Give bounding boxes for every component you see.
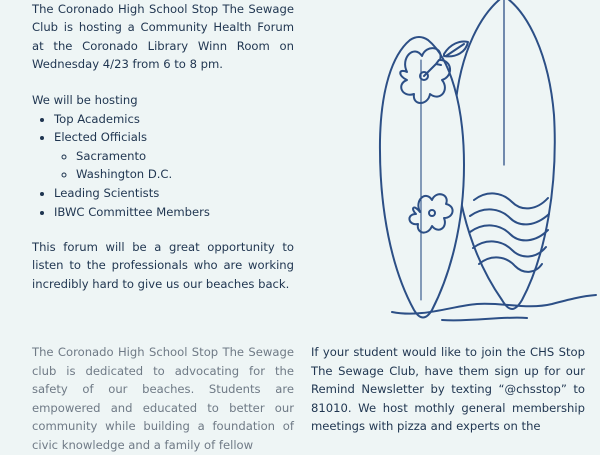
list-item: • IBWC Committee Members (54, 203, 302, 222)
list-item-label: Elected Officials (54, 130, 148, 145)
wave-line (473, 241, 546, 256)
officials-sublist (54, 147, 302, 184)
ground-line (442, 318, 527, 321)
wave-line (474, 193, 548, 208)
hosting-heading: We will be hosting (32, 93, 138, 107)
intro-paragraph: The Coronado High School Stop The Sewage Club is hosting a Community Health Forum at the Coronado Library Winn Room on Wednesday 4/23 from 6 to 8 pm. (32, 2, 294, 72)
surfboards-illustration (352, 0, 600, 330)
sublist-item: ◦ Washington D.C. (76, 165, 302, 184)
club-description: The Coronado High School Stop The Sewage club is dedicated to advocating for the safety of our beaches. Students are empowered and educated to better our community while building a foundation of civic knowledge and a family of fellow (32, 345, 294, 452)
hosting-section (32, 91, 302, 221)
wave-line (479, 257, 542, 271)
wave-line (470, 209, 549, 224)
sublist-item: ◦ Sacramento (76, 147, 302, 166)
wave-line (470, 225, 548, 240)
list-item (54, 128, 302, 184)
forum-paragraph: This forum will be a great opportunity to listen to the professionals who are working incredibly hard to give us our beaches back. (32, 240, 294, 291)
hosting-list (32, 110, 302, 222)
join-instructions: If your student would like to join the CHS Stop The Sewage Club, have them sign up for our Remind Newsletter by texting “@chsstop” to 81010. We host mothly general membership meetings with pizza and experts on the (311, 345, 585, 434)
list-item: • Top Academics (54, 110, 302, 129)
list-item: • Leading Scientists (54, 184, 302, 203)
